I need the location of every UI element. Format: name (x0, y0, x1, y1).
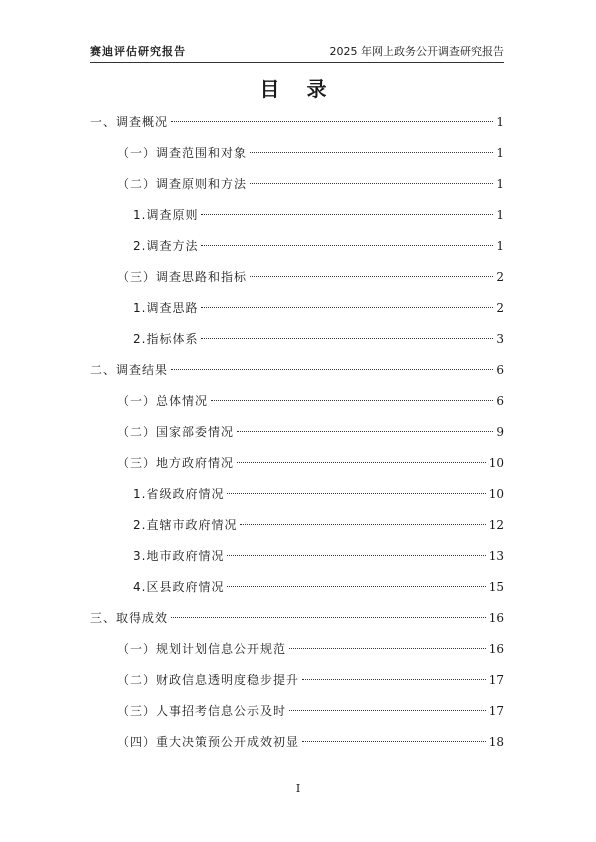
toc-dot-leader (201, 214, 493, 215)
toc-entry[interactable] (90, 448, 504, 479)
toc-entry-label: （三）人事招考信息公示及时 (117, 704, 287, 718)
toc-entry[interactable] (90, 479, 504, 510)
toc-entry-page: 18 (488, 735, 504, 749)
toc-entry-page: 3 (496, 332, 504, 346)
toc-dot-leader (211, 400, 493, 401)
toc-entry-page: 1 (496, 146, 504, 160)
toc-entry-page: 2 (496, 270, 504, 284)
toc-entry[interactable] (90, 696, 504, 727)
toc-dot-leader (237, 462, 486, 463)
toc-entry-label: （三）调查思路和指标 (117, 270, 248, 284)
toc-entry-label: （二）财政信息透明度稳步提升 (117, 673, 300, 687)
toc-entry[interactable] (90, 324, 504, 355)
toc-dot-leader (237, 431, 493, 432)
toc-entry[interactable] (90, 107, 504, 138)
toc-entry-page: 10 (488, 456, 504, 470)
toc-dot-leader (227, 555, 485, 556)
toc-entry[interactable] (90, 231, 504, 262)
toc-entry-label: 1.调查原则 (133, 208, 199, 222)
toc-dot-leader (250, 183, 493, 184)
table-of-contents (90, 107, 504, 758)
toc-entry-page: 12 (488, 518, 504, 532)
toc-entry-label: 2.直辖市政府情况 (133, 518, 238, 532)
toc-entry[interactable] (90, 541, 504, 572)
toc-entry-label: （一）规划计划信息公开规范 (117, 642, 287, 656)
toc-entry-label: （三）地方政府情况 (117, 456, 235, 470)
toc-entry-label: 三、取得成效 (90, 611, 169, 625)
toc-entry[interactable] (90, 200, 504, 231)
toc-entry[interactable] (90, 510, 504, 541)
toc-entry-label: 1.调查思路 (133, 301, 199, 315)
toc-entry[interactable] (90, 138, 504, 169)
toc-dot-leader (250, 276, 493, 277)
toc-dot-leader (201, 338, 493, 339)
header-report-title: 2025 年网上政务公开调查研究报告 (329, 45, 504, 58)
page-header (90, 40, 504, 63)
toc-entry-label: 二、调查结果 (90, 363, 169, 377)
toc-dot-leader (302, 679, 486, 680)
toc-entry-label: （一）调查范围和对象 (117, 146, 248, 160)
toc-dot-leader (227, 586, 485, 587)
toc-entry-page: 1 (496, 208, 504, 222)
toc-dot-leader (250, 152, 493, 153)
toc-entry-page: 2 (496, 301, 504, 315)
page-number: I (295, 782, 301, 795)
toc-dot-leader (201, 307, 493, 308)
toc-entry-page: 15 (488, 580, 504, 594)
toc-entry-label: 1.省级政府情况 (133, 487, 225, 501)
toc-dot-leader (171, 369, 493, 370)
toc-entry-page: 1 (496, 115, 504, 129)
toc-entry[interactable] (90, 603, 504, 634)
toc-dot-leader (289, 648, 486, 649)
toc-dot-leader (201, 245, 493, 246)
toc-entry-label: （二）调查原则和方法 (117, 177, 248, 191)
toc-entry[interactable] (90, 727, 504, 758)
toc-entry[interactable] (90, 386, 504, 417)
toc-entry[interactable] (90, 169, 504, 200)
toc-dot-leader (171, 121, 493, 122)
toc-entry[interactable] (90, 293, 504, 324)
toc-entry-page: 16 (488, 611, 504, 625)
toc-entry[interactable] (90, 634, 504, 665)
toc-entry-page: 10 (488, 487, 504, 501)
toc-dot-leader (302, 741, 486, 742)
toc-title: 目 录 (259, 77, 337, 101)
toc-entry[interactable] (90, 417, 504, 448)
toc-dot-leader (227, 493, 485, 494)
toc-entry-label: （四）重大决策预公开成效初显 (117, 735, 300, 749)
toc-entry[interactable] (90, 355, 504, 386)
toc-entry-page: 9 (496, 425, 504, 439)
toc-entry-label: 2.调查方法 (133, 239, 199, 253)
toc-entry[interactable] (90, 262, 504, 293)
toc-entry-page: 13 (488, 549, 504, 563)
toc-entry-page: 17 (488, 704, 504, 718)
toc-entry-page: 6 (496, 394, 504, 408)
toc-entry-label: （二）国家部委情况 (117, 425, 235, 439)
toc-dot-leader (289, 710, 486, 711)
toc-dot-leader (171, 617, 486, 618)
toc-entry-label: 2.指标体系 (133, 332, 199, 346)
toc-entry[interactable] (90, 572, 504, 603)
toc-entry-page: 16 (488, 642, 504, 656)
header-org: 赛迪评估研究报告 (90, 45, 186, 58)
toc-entry-label: 一、调查概况 (90, 115, 169, 129)
toc-entry-label: （一）总体情况 (117, 394, 209, 408)
toc-entry-page: 17 (488, 673, 504, 687)
toc-entry-label: 4.区县政府情况 (133, 580, 225, 594)
toc-entry[interactable] (90, 665, 504, 696)
toc-entry-page: 1 (496, 177, 504, 191)
toc-dot-leader (240, 524, 485, 525)
toc-entry-page: 6 (496, 363, 504, 377)
toc-entry-page: 1 (496, 239, 504, 253)
toc-entry-label: 3.地市政府情况 (133, 549, 225, 563)
